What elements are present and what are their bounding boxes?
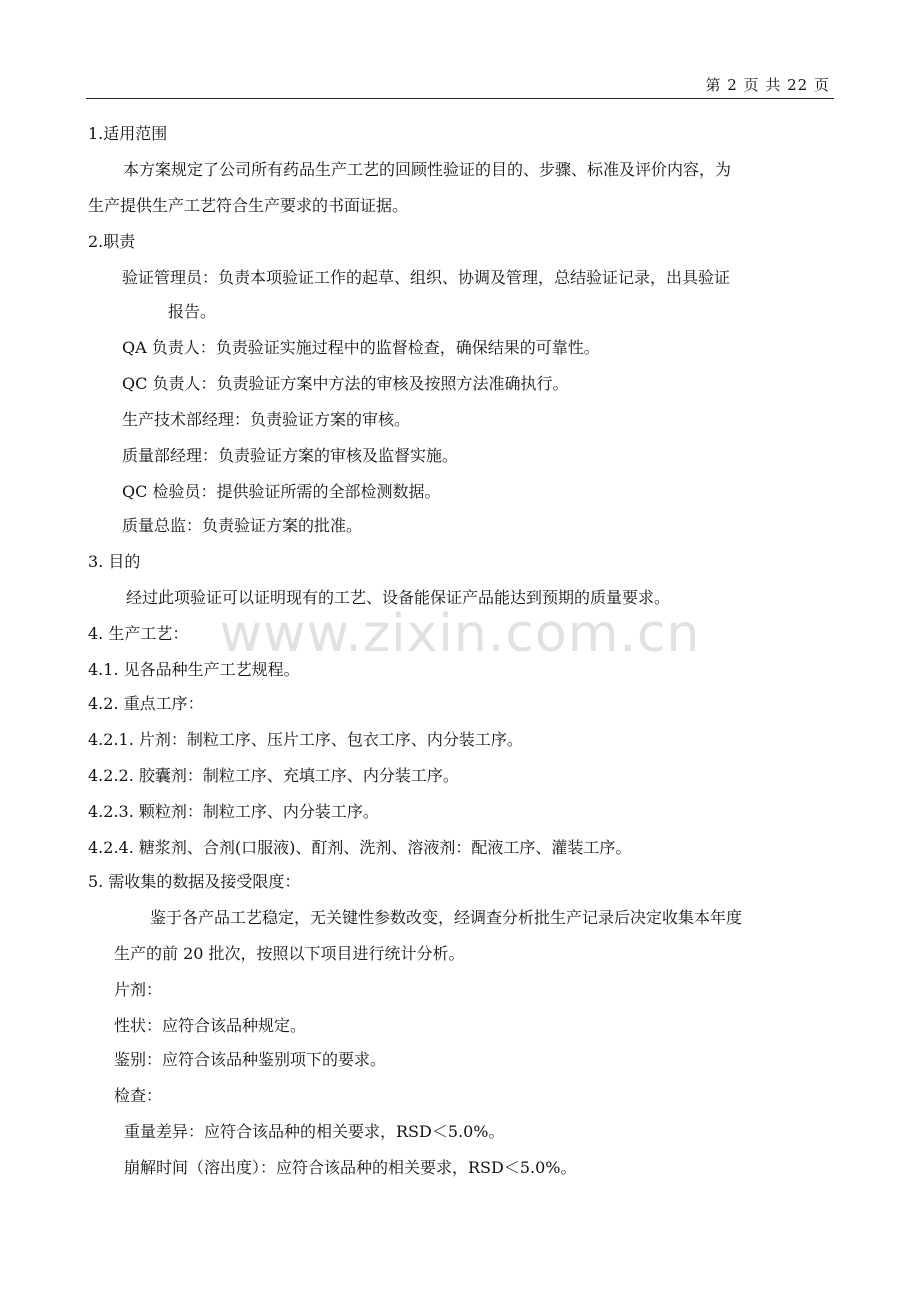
paragraph-line: 生产技术部经理：负责验证方案的审核。 [122,410,411,429]
paragraph-line: 重量差异：应符合该品种的相关要求，RSD＜5.0%。 [124,1122,505,1141]
paragraph-line: 4.2.2. 胶囊剂：制粒工序、充填工序、内分装工序。 [88,766,459,785]
header-divider [86,98,834,99]
paragraph-line: QC 检验员：提供验证所需的全部检测数据。 [122,482,441,501]
paragraph-line: 4.2.4. 糖浆剂、合剂(口服液)、酊剂、洗剂、溶液剂：配液工序、灌装工序。 [88,838,632,857]
paragraph-line: 4.2. 重点工序： [88,694,204,713]
paragraph-line: 崩解时间（溶出度）：应符合该品种的相关要求，RSD＜5.0%。 [124,1158,577,1177]
paragraph-line: 验证管理员：负责本项验证工作的起草、组织、协调及管理，总结验证记录，出具验证 [122,268,731,287]
paragraph-line: 生产提供生产工艺符合生产要求的书面证据。 [88,196,409,215]
section-heading: 4. 生产工艺： [88,624,189,643]
paragraph-line: 鉴于各产品工艺稳定，无关键性参数改变，经调查分析批生产记录后决定收集本年度 [150,908,743,927]
paragraph-line: 鉴别：应符合该品种鉴别项下的要求。 [114,1050,387,1069]
paragraph-line: 质量部经理：负责验证方案的审核及监督实施。 [122,446,459,465]
paragraph-line: 检查： [114,1086,163,1105]
paragraph-line: 质量总监：负责验证方案的批准。 [122,516,363,535]
section-heading: 3. 目的 [88,552,141,571]
paragraph-line: QC 负责人：负责验证方案中方法的审核及按照方法准确执行。 [122,374,569,393]
paragraph-line: 报告。 [168,302,217,321]
paragraph-line: 生产的前 20 批次，按照以下项目进行统计分析。 [114,944,465,963]
watermark: www.zixin.com.cn [219,604,701,664]
paragraph-line: QA 负责人：负责验证实施过程中的监督检查，确保结果的可靠性。 [122,338,600,357]
page-number-header: 第 2 页 共 22 页 [705,76,830,94]
paragraph-line: 性状：应符合该品种规定。 [114,1016,307,1035]
paragraph-line: 4.2.3. 颗粒剂：制粒工序、内分装工序。 [88,802,379,821]
paragraph-line: 4.1. 见各品种生产工艺规程。 [88,660,300,679]
paragraph-line: 片剂： [114,980,163,999]
paragraph-line: 经过此项验证可以证明现有的工艺、设备能保证产品能达到预期的质量要求。 [126,588,671,607]
section-heading: 2.职责 [88,232,136,251]
paragraph-line: 4.2.1. 片剂：制粒工序、压片工序、包衣工序、内分装工序。 [88,730,523,749]
section-heading: 1.适用范围 [88,124,168,143]
paragraph-line: 本方案规定了公司所有药品生产工艺的回顾性验证的目的、步骤、标准及评价内容，为 [123,160,732,179]
section-heading: 5. 需收集的数据及接受限度： [88,872,301,891]
